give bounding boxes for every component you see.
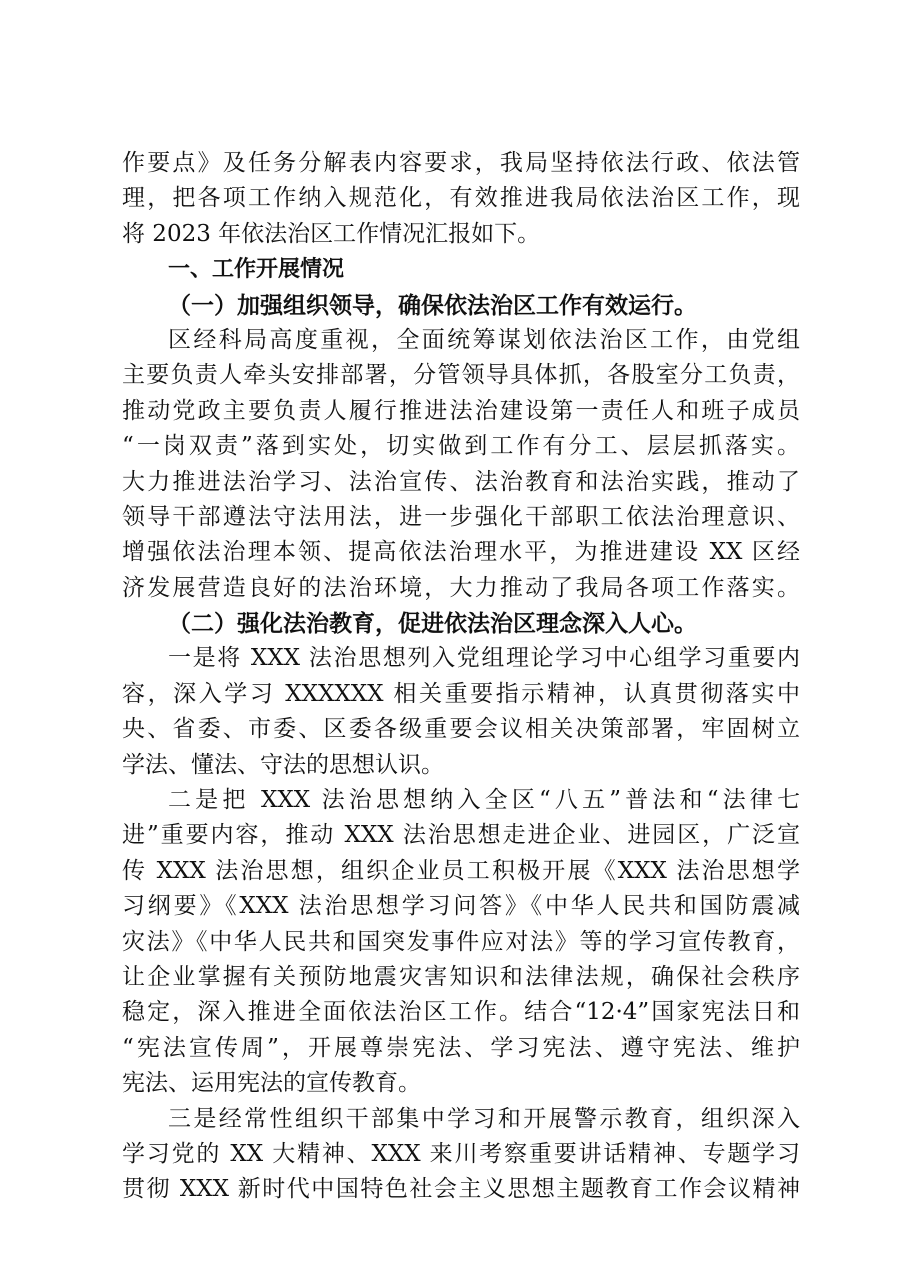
text-line: 学习党的 XX 大精神、XXX 来川考察重要讲话精神、专题学习 [122, 1140, 800, 1167]
subsection-heading: （一）加强组织领导，确保依法治区工作有效运行。 [168, 291, 697, 319]
text-line: 稳定，深入推进全面依法治区工作。结合“12·4”国家宪法日和 [122, 999, 800, 1026]
paragraph-third-point [122, 1102, 800, 1208]
text-line: 三是经常性组织干部集中学习和开展警示教育，组织深入 [168, 1105, 800, 1132]
paragraph-second-point [122, 783, 800, 1102]
document-page [122, 146, 800, 1208]
text-line: 灾法》《中华人民共和国突发事件应对法》等的学习宣传教育， [122, 928, 800, 955]
paragraph-first-point [122, 641, 800, 783]
text-line: 推动党政主要负责人履行推进法治建设第一责任人和班子成员 [122, 397, 800, 424]
text-line: 将 2023 年依法治区工作情况汇报如下。 [122, 220, 541, 247]
section-heading: 一、工作开展情况 [168, 257, 345, 283]
text-line: 二是把 XXX 法治思想纳入全区“八五”普法和“法律七 [168, 787, 800, 814]
text-line: 主要负责人牵头安排部署，分管领导具体抓，各股室分工负责， [122, 362, 800, 389]
text-line: 作要点》及任务分解表内容要求，我局坚持依法行政、依法管 [122, 150, 800, 176]
text-line: 理，把各项工作纳入规范化，有效推进我局依法治区工作，现 [122, 185, 800, 212]
text-line: 济发展营造良好的法治环境，大力推动了我局各项工作落实。 [122, 574, 800, 601]
text-line: 容，深入学习 XXXXXX 相关重要指示精神，认真贯彻落实中 [122, 680, 800, 707]
text-line: 传 XXX 法治思想，组织企业员工积极开展《XXX 法治思想学 [122, 857, 800, 884]
text-line: 增强依法治理本领、提高依法治理水平，为推进建设 XX 区经 [122, 539, 800, 566]
text-line: 宪法、运用宪法的宣传教育。 [122, 1070, 421, 1097]
text-line: “一岗双责”落到实处，切实做到工作有分工、层层抓落实。 [122, 433, 800, 460]
text-line: 习纲要》《XXX 法治思想学习问答》《中华人民共和国防震减 [122, 893, 800, 920]
text-line: 一是将 XXX 法治思想列入党组理论学习中心组学习重要内 [168, 645, 800, 672]
text-line: 进”重要内容，推动 XXX 法治思想走进企业、进园区，广泛宣 [122, 822, 800, 849]
subsection-heading: （二）强化法治教育，促进依法治区理念深入人心。 [168, 610, 697, 638]
text-line: 大力推进法治学习、法治宣传、法治教育和法治实践，推动了 [122, 468, 800, 495]
intro-paragraph [122, 146, 800, 252]
text-line: 贯彻 XXX 新时代中国特色社会主义思想主题教育工作会议精神 [122, 1176, 800, 1203]
paragraph-organization [122, 323, 800, 606]
text-line: 让企业掌握有关预防地震灾害知识和法律法规，确保社会秩序 [122, 963, 800, 990]
text-line: “宪法宣传周”，开展尊崇宪法、学习宪法、遵守宪法、维护 [122, 1034, 800, 1061]
text-line: 央、省委、市委、区委各级重要会议相关决策部署，牢固树立 [122, 716, 800, 743]
text-line: 区经科局高度重视，全面统筹谋划依法治区工作，由党组 [168, 326, 800, 353]
text-line: 学法、懂法、守法的思想认识。 [122, 751, 444, 778]
text-line: 领导干部遵法守法用法，进一步强化干部职工依法治理意识、 [122, 503, 800, 530]
